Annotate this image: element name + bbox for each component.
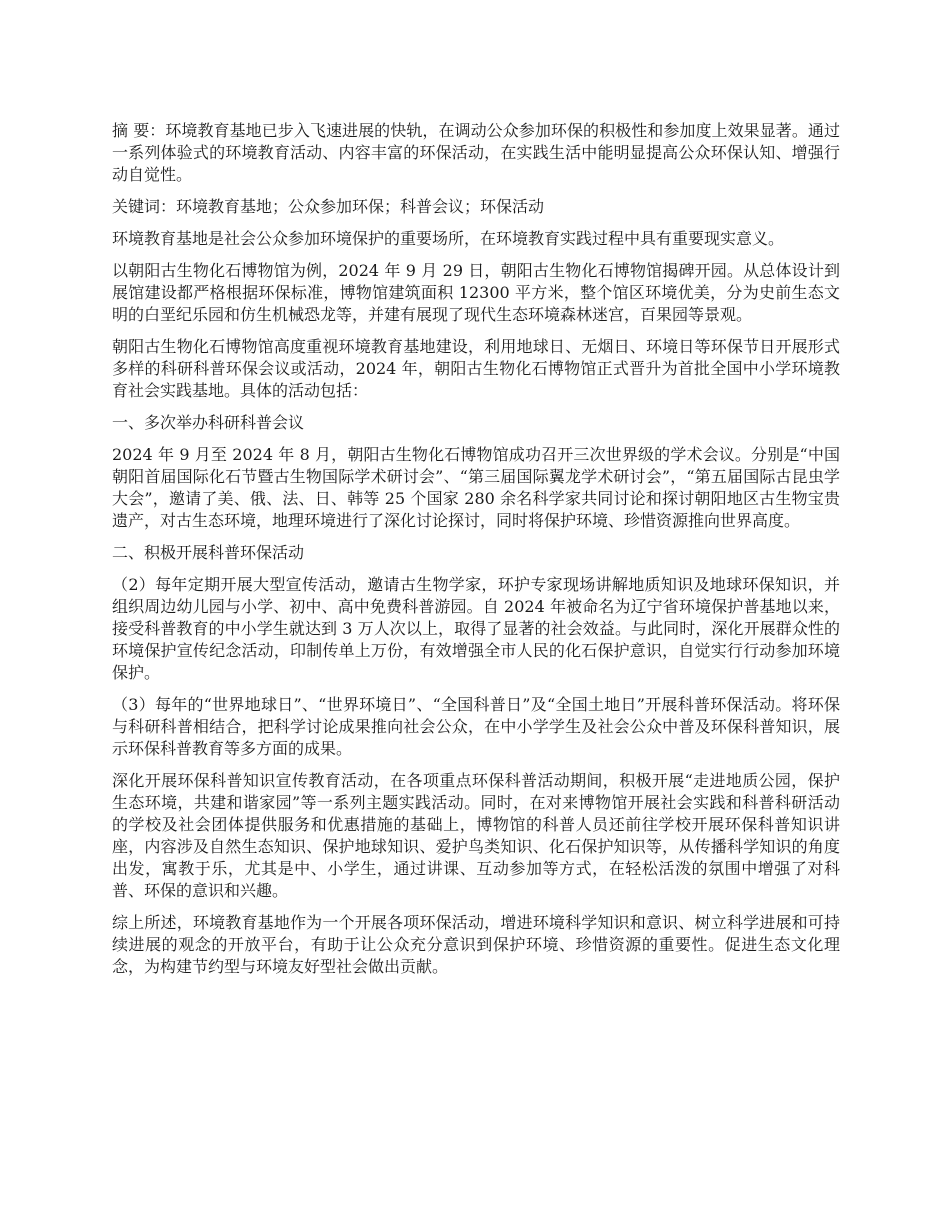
abstract-paragraph: 摘 要：环境教育基地已步入飞速进展的快轨，在调动公众参加环保的积极性和参加度上效果显著。通过一系列体验式的环境教育活动、内容丰富的环保活动，在实践生活中能明显提高公众环保认知、增强行动自觉性。: [112, 121, 840, 184]
section-heading-conferences: 一、多次举办科研科普会议: [112, 413, 305, 432]
museum-paragraph: 以朝阳古生物化石博物馆为例，2024 年 9 月 29 日，朝阳古生物化石博物馆揭碑开园。从总体设计到展馆建设都严格根据环保标准，博物馆建筑面积 12300 平方米，整个馆区环境优美，分为史前生态文明的白垩纪乐园和仿生机械恐龙等，并建有展现了现代生态环境森林迷宫，百果园等景观。: [112, 261, 840, 324]
conclusion-paragraph: 综上所述，环境教育基地作为一个开展各项环保活动，增进环境科学知识和意识、树立科学进展和可持续进展的观念的开放平台，有助于让公众充分意识到保护环境、珍惜资源的重要性。促进生态文化理念，为构建节约型与环境友好型社会做出贡献。: [112, 913, 840, 976]
conferences-paragraph: 2024 年 9 月至 2024 年 8 月，朝阳古生物化石博物馆成功召开三次世界级的学术会议。分别是“中国朝阳首届国际化石节暨古生物国际学术研讨会”、“第三届国际翼龙学术研讨会”，“第五届国际古昆虫学大会”，邀请了美、俄、法、日、韩等 25 个国家 280 余名科学家共同讨论和探讨朝阳地区古生物宝贵遗产，对古生态环境，地理环境进行了深化讨论探讨，同时将保护环境、珍惜资源推向世界高度。: [112, 445, 840, 530]
education-paragraph: 深化开展环保科普知识宣传教育活动，在各项重点环保科普活动期间，积极开展“走进地质公园，保护生态环境，共建和谐家园”等一系列主题实践活动。同时，在对来博物馆开展社会实践和科普科研活动的学校及社会团体提供服务和优惠措施的基础上，博物馆的科普人员还前往学校开展环保科普知识讲座，内容涉及自然生态知识、保护地球知识、爱护鸟类知识、化石保护知识等，从传播科学知识的角度出发，寓教于乐，尤其是中、小学生，通过讲课、互动参加等方式，在轻松活泼的氛围中增强了对科普、环保的意识和兴趣。: [112, 771, 840, 900]
section-heading-activities: 二、积极开展科普环保活动: [112, 543, 305, 562]
activity-item-2: （2）每年定期开展大型宣传活动，邀请古生物学家，环护专家现场讲解地质知识及地球环保知识，并组织周边幼儿园与小学、初中、高中免费科普游园。自 2024 年被命名为辽宁省环境保护普基地以来，接受科普教育的中小学生就达到 3 万人次以上，取得了显著的社会效益。与此同时，深化开展群众性的环境保护宣传纪念活动，印制传单上万份，有效增强全市人民的化石保护意识，自觉实行行动参加环境保护。: [112, 575, 840, 682]
intro-paragraph: 环境教育基地是社会公众参加环境保护的重要场所，在环境教育实践过程中具有重要现实意义。: [112, 229, 785, 248]
base-construction-paragraph: 朝阳古生物化石博物馆高度重视环境教育基地建设，利用地球日、无烟日、环境日等环保节日开展形式多样的科研科普环保会议或活动，2024 年，朝阳古生物化石博物馆正式晋升为首批全国中小学环境教育社会实践基地。具体的活动包括：: [112, 337, 840, 400]
document-body: [112, 120, 840, 988]
activity-item-3: （3）每年的“世界地球日”、“世界环境日”、“全国科普日”及“全国土地日”开展科普环保活动。将环保与科研科普相结合，把科学讨论成果推向社会公众，在中小学学生及社会公众中普及环保科普知识，展示环保科普教育等多方面的成果。: [112, 695, 840, 758]
keywords-paragraph: 关键词：环境教育基地；公众参加环保；科普会议；环保活动: [112, 197, 545, 216]
